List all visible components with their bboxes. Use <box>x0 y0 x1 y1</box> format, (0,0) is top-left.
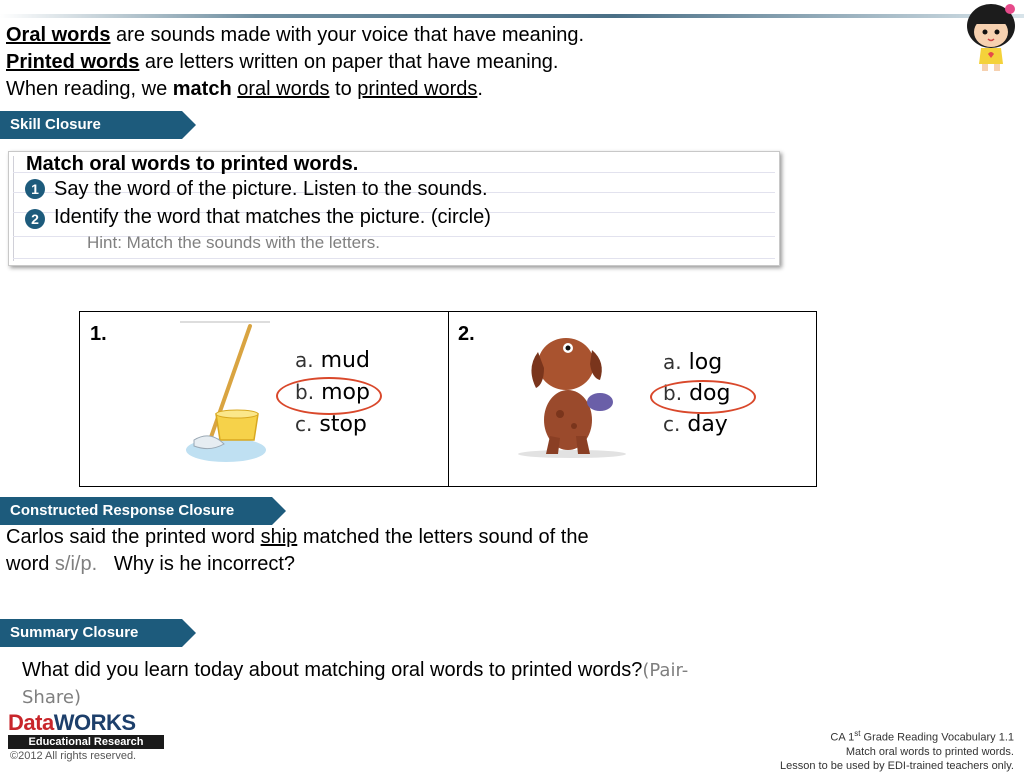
table-divider <box>448 312 449 486</box>
question-2-number: 2. <box>458 323 475 345</box>
question-2-answer-circle <box>650 380 756 414</box>
question-2-option-a[interactable]: a. log <box>663 350 723 375</box>
dataworks-logo: DataWORKS Educational Research <box>8 712 164 749</box>
footer-info: CA 1st Grade Reading Vocabulary 1.1 Match oral words to printed words. Lesson to be used by EDI-trained teachers only. <box>780 729 1014 772</box>
header-rule <box>0 14 1024 18</box>
skill-closure-title: Match oral words to printed words. <box>26 153 359 175</box>
summary-text: What did you learn today about matching oral words to printed words?(Pair-Share) <box>22 659 689 708</box>
step-2-badge: 2 <box>25 209 45 229</box>
question-1-answer-circle <box>276 377 382 415</box>
intro-text: Oral words are sounds made with your voice that have meaning. Printed words are letters written on paper that have meaning. When reading, we match oral words to printed words. <box>6 24 585 100</box>
question-1-option-a[interactable]: a. mud <box>295 348 370 373</box>
girl-mascot-icon <box>962 2 1020 72</box>
step-1-text: Say the word of the picture. Listen to the sounds. <box>54 178 488 200</box>
question-1-option-b[interactable]: b. mop <box>295 380 370 405</box>
dog-icon <box>514 328 630 460</box>
mop-bucket-icon <box>180 320 272 466</box>
question-1-number: 1. <box>90 323 107 345</box>
step-1-badge: 1 <box>25 179 45 199</box>
skill-closure-tag: Skill Closure <box>0 111 182 139</box>
constructed-response-text: Carlos said the printed word ship matched the letters sound of the word s/i/p. Why is he incorrect? <box>6 526 589 575</box>
constructed-response-tag: Constructed Response Closure <box>0 497 272 525</box>
step-2-text: Identify the word that matches the picture. (circle) <box>54 206 491 228</box>
question-2-option-b[interactable]: b. dog <box>663 381 731 406</box>
question-2-option-c[interactable]: c. day <box>663 412 728 437</box>
summary-closure-tag: Summary Closure <box>0 619 182 647</box>
hint-text: Hint: Match the sounds with the letters. <box>87 233 380 252</box>
question-1-option-c[interactable]: c. stop <box>295 412 367 437</box>
copyright-text: ©2012 All rights reserved. <box>10 750 137 762</box>
